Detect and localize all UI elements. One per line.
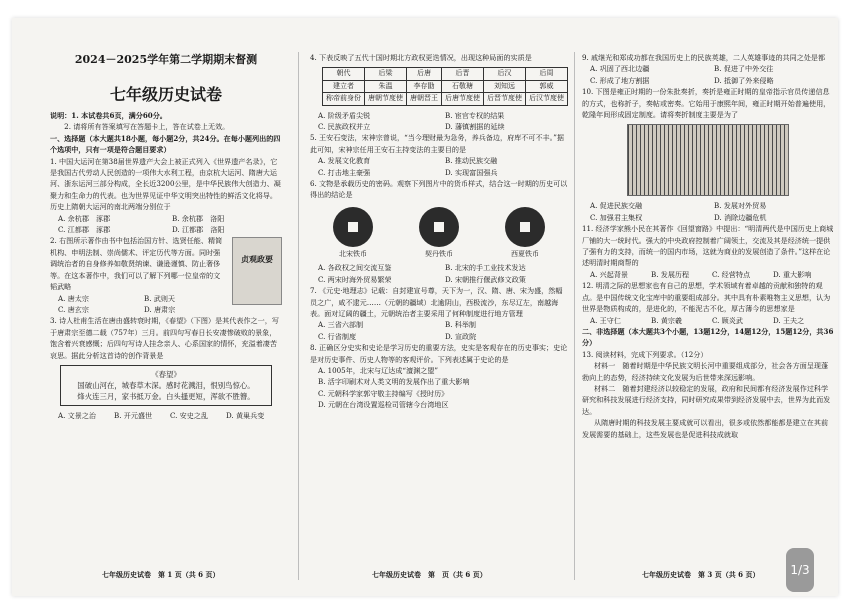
question-4-options	[310, 110, 568, 133]
question-5: 5. 王安石变法，宋神宗曾说，“当今理财最为急务，养兵备边，府库不可不丰。”据此可知，宋神宗任用王安石主持变法的主要目的是	[310, 133, 564, 154]
option: C. 形成了地方割据	[590, 75, 650, 85]
option: B. 发展历程	[651, 269, 690, 279]
table-row	[323, 93, 568, 105]
question-9: 9. 戚继光和郑成功都在我国历史上的民族英雄，二人英雄事迹的共同之处是都	[582, 53, 826, 62]
option: D. 藩镇割据的延续	[445, 122, 505, 132]
question-12-options	[582, 315, 834, 326]
instructions-1: 说明：1. 本试卷共6页，满分60分。	[50, 111, 167, 120]
poem-box	[60, 365, 272, 406]
question-3: 3. 诗人杜甫生活在唐由盛转衰时期，《春望》（下图）是其代表作之一，写于唐肃宗至德二载（757年）三月。前四句写春日长安凄惨破败的景象，饱含着兴衰感慨；后四句写诗人挂念亲人、心系国家的情怀，充溢着凄苦哀思。据此分析这首诗的创作背景是	[50, 316, 279, 360]
option: C. 两宋时海外贸易繁荣	[318, 274, 392, 284]
option: B. 北宋的手工业技术发达	[445, 263, 526, 273]
section-1-heading: 一、选择题（本大题共18小题，每小题2分，共24分。在每小题列出的四个选项中，只有一项是符合题目要求）	[50, 133, 281, 155]
question-2: 2. 右图所示著作由书中包括治国方针、选贤任能、精简机构、申明法制、崇尚儒术、评定历代等方面。同时强调统治者的自身修养如敬贤纳谏、谦逊谨慎、防止奢侈等。在这本著作中，我们可以了解下列哪一位皇帝的文韬武略	[50, 236, 223, 292]
question-7-options	[310, 319, 568, 342]
table-row	[323, 80, 568, 92]
instructions-2: 2. 请将所有答案填写在答题卡上，答在试卷上无效。	[50, 122, 230, 132]
option: B. 推动民族交融	[445, 156, 498, 166]
dynasty-table	[322, 67, 568, 105]
option: B. 武则天	[144, 293, 176, 303]
option: B. 活字印刷术对人类文明的发展作出了重大影响	[318, 377, 470, 387]
option: C. 行省制度	[318, 331, 357, 341]
option: D. 重大影响	[773, 269, 812, 279]
page-footer: 七年级历史试卷 第 1 页（共 6 页）	[102, 570, 220, 579]
table-cell: 朝代	[323, 68, 365, 80]
question-7: 7. 《元史·地理志》记载：自封建宣号尊，天下为一，汉、隋、唐、宋为盛，然幅员之广，咸不逮元……（元朝的疆域）北逾阴山，西极流沙，东尽辽左，南越海表。面对辽阔的疆土，元朝统治者主要采用了何种制度进行地方管理	[310, 286, 563, 318]
question-1-options	[50, 213, 282, 236]
book-title: 贞观政要	[241, 254, 273, 265]
table-cell: 石敬瑭	[442, 80, 484, 92]
table-cell: 刘知远	[484, 80, 526, 92]
table-cell: 后唐节度使	[442, 93, 484, 105]
page-footer: 七年级历史试卷 第 3 页（共 6 页）	[642, 570, 760, 579]
option: D. 宋朝推行偃武修文政策	[445, 274, 526, 284]
option: C. 打击地主豪强	[318, 167, 371, 177]
option: C. 经营特点	[712, 269, 751, 279]
table-cell: 唐朝晋王	[407, 93, 442, 105]
coin-images	[310, 207, 568, 247]
option: A. 王守仁	[590, 315, 621, 325]
option: A. 文景之治	[58, 410, 97, 420]
option: A. 促进民族交融	[590, 201, 643, 211]
table-row	[323, 68, 568, 80]
option: A. 1005年，北宋与辽达成“澶渊之盟”	[318, 365, 439, 375]
question-3-options	[50, 410, 282, 421]
question-11-options	[582, 269, 834, 280]
table-cell: 称帝前身份	[323, 93, 365, 105]
exam-paper	[12, 18, 838, 596]
question-10: 10. 下图是雍正时期的一份朱批奏折，奏折是雍正时期的皇帝指示官员传递信息的方式，也称折子，奏帖或密奏。它始用于康熙年间，雍正时期开始普遍使用，乾隆年间形成固定制度。请将奏折制度主要是为了	[582, 87, 831, 120]
table-cell: 后唐	[407, 68, 442, 80]
column-page-3	[582, 52, 834, 440]
option: D. 实现富国强兵	[445, 167, 498, 177]
option: C. 元朝科学家郭守敬主持编写《授时历》	[318, 388, 449, 398]
question-2-options	[50, 293, 226, 316]
book-cover-image	[232, 237, 282, 305]
option: D. 唐肃宗	[144, 304, 176, 314]
column-divider	[574, 52, 575, 580]
option: D. 宣政院	[445, 331, 477, 341]
option: B. 开元盛世	[114, 410, 153, 420]
question-6-options	[310, 262, 568, 285]
option: D. 黄巢兵变	[226, 410, 265, 420]
table-cell: 后梁	[365, 68, 407, 80]
table-cell: 建立者	[323, 80, 365, 92]
coin-label: 契丹铁币	[425, 249, 453, 258]
page-indicator-badge[interactable]: 1/3	[786, 548, 814, 592]
table-cell: 后汉节度使	[526, 93, 568, 105]
option: D. 王夫之	[773, 315, 805, 325]
table-cell: 郭威	[526, 80, 568, 92]
question-4: 4. 下表反映了五代十国时期北方政权更迭情况，出现这种局面的实质是	[310, 53, 532, 62]
question-8: 8. 正确区分史实和史论是学习历史的重要方法，史实是客观存在的历史事实；史论是对历史事件、历史人物等的客观评价。下列表述属于史论的是	[310, 343, 568, 364]
coin-icon	[505, 207, 545, 247]
poem-line: 烽火连三月，家书抵万金。白头搔更短，浑欲不胜簪。	[77, 391, 255, 401]
table-cell: 后晋节度使	[484, 93, 526, 105]
option: A. 唐太宗	[58, 293, 89, 303]
poem-line: 国破山河在，城春草木深。感时花溅泪，恨别鸟惊心。	[77, 380, 255, 390]
coin-labels	[310, 249, 568, 260]
table-cell: 李存勖	[407, 80, 442, 92]
option: A. 余杭郡 涿郡	[58, 213, 111, 223]
option: B. 余杭郡 洛阳	[172, 213, 225, 223]
option: A. 兴起背景	[590, 269, 629, 279]
option: A. 阶级矛盾尖锐	[318, 110, 371, 120]
column-divider	[298, 52, 299, 580]
question-10-options	[582, 200, 834, 223]
column-page-2	[310, 52, 568, 411]
question-8-options	[310, 365, 568, 411]
coin-icon	[419, 207, 459, 247]
poem-title: 《春望》	[151, 369, 181, 379]
option: B. 黄宗羲	[651, 315, 683, 325]
table-cell: 朱温	[365, 80, 407, 92]
option: A. 发展文化教育	[318, 156, 371, 166]
coin-label: 北宋铁币	[339, 249, 367, 258]
option: A. 三省六部制	[318, 320, 364, 330]
material-1: 材料一 随着时期是中华民族文明长河中重要组成部分，社会各方面呈现蓬勃向上的态势，经济持续文化发展为后世带来深远影响。	[582, 361, 829, 382]
question-12: 12. 明清之际的思想家也有自己的思想，学术领域有着卓越的贡献和独特的观点。是中国传统文化宝库中的重要组成部分。其中具有朴素唯物主义思想，认为世界是物质构成的，是进化的，不能泥古不化，厚古薄今的思想家是	[582, 281, 831, 314]
coin-label: 西夏铁币	[511, 249, 539, 258]
question-11: 11. 经济学家熊小民在其著作《回望窗路》中提出：“明清两代是中国历史上商城厂铺的大一统时代。强大的中央政府控制着广阔领土，交流及其是经济统一提供了强有力的支持，而统一的国内市场，这就为商业的发展创造了条件。”这样在论述明清时期商帮的	[582, 224, 834, 268]
option: D. 抵御了外来侵略	[714, 75, 774, 85]
option: C. 江都郡 涿郡	[58, 225, 111, 235]
material-2: 材料二 随着封建经济以较稳定的发展，政府和民间都有经济发展作过科学研究和科技发展进行经济支持，同时研究成果带到经济发展中去，世界为此而发达。	[582, 383, 831, 416]
option: C. 唐玄宗	[58, 304, 89, 314]
option: B. 促进了中外交往	[714, 64, 774, 74]
option: B. 宦官专权的结果	[445, 110, 505, 120]
table-cell: 后周	[526, 68, 568, 80]
exam-term-title: 2024－2025学年第二学期期末督测	[74, 53, 258, 66]
question-9-options	[582, 63, 834, 86]
option: C. 安史之乱	[170, 410, 209, 420]
page-footer: 七年级历史试卷 第 页（共 6 页）	[372, 570, 487, 579]
question-13: 13. 阅读材料，完成下列要求。（12分）	[582, 349, 708, 359]
option: B. 科举制	[445, 320, 477, 330]
material-3: 从隋唐时期的科技发展主要成就可以看出，很多或依然都能都是建立在其前发展需要的基础上，这些发展也是促进科技成就取	[582, 418, 829, 439]
coin-icon	[333, 207, 373, 247]
option: C. 顾炎武	[712, 315, 743, 325]
exam-subject-title: 七年级历史试卷	[109, 85, 222, 104]
option: D. 江都郡 洛阳	[172, 225, 225, 235]
option: D. 消除边疆危机	[714, 212, 767, 222]
table-cell: 后晋	[442, 68, 484, 80]
question-1: 1. 中国大运河在第38届世界遗产大会上被正式列入《世界遗产名录》，它是我国古代劳动人民创造的一项伟大水利工程，由京杭大运河、隋唐大运河、浙东运河三部分构成，全长近3200公里，是中华民族伟大创造力、凝聚力和生命力的代表。也为世界见证中华文明突出特性的鲜活文化将导。历史上隋朝大运河的南北两端分别位于	[50, 156, 281, 212]
option: C. 民族政权并立	[318, 122, 371, 132]
option: B. 发展对外贸易	[714, 201, 767, 211]
option: D. 元朝在台湾设置巡检司管辖今台湾地区	[318, 400, 449, 410]
option: C. 加强君主集权	[590, 212, 643, 222]
question-6: 6. 文物是承载历史的密码。观察下列图片中的货币样式，结合这一时期的历史可以得出的结论是	[310, 179, 568, 200]
memorial-document-image	[627, 124, 789, 196]
question-5-options	[310, 155, 568, 178]
option: A. 各政权之间交流互鉴	[318, 263, 392, 273]
section-2-heading: 二、非选择题（本大题共3个小题，13题12分，14题12分，15题12分，共36分）	[582, 326, 834, 348]
option: A. 巩固了西北边疆	[590, 64, 650, 74]
table-cell: 唐朝节度使	[365, 93, 407, 105]
column-page-1	[50, 52, 282, 421]
table-cell: 后汉	[484, 68, 526, 80]
